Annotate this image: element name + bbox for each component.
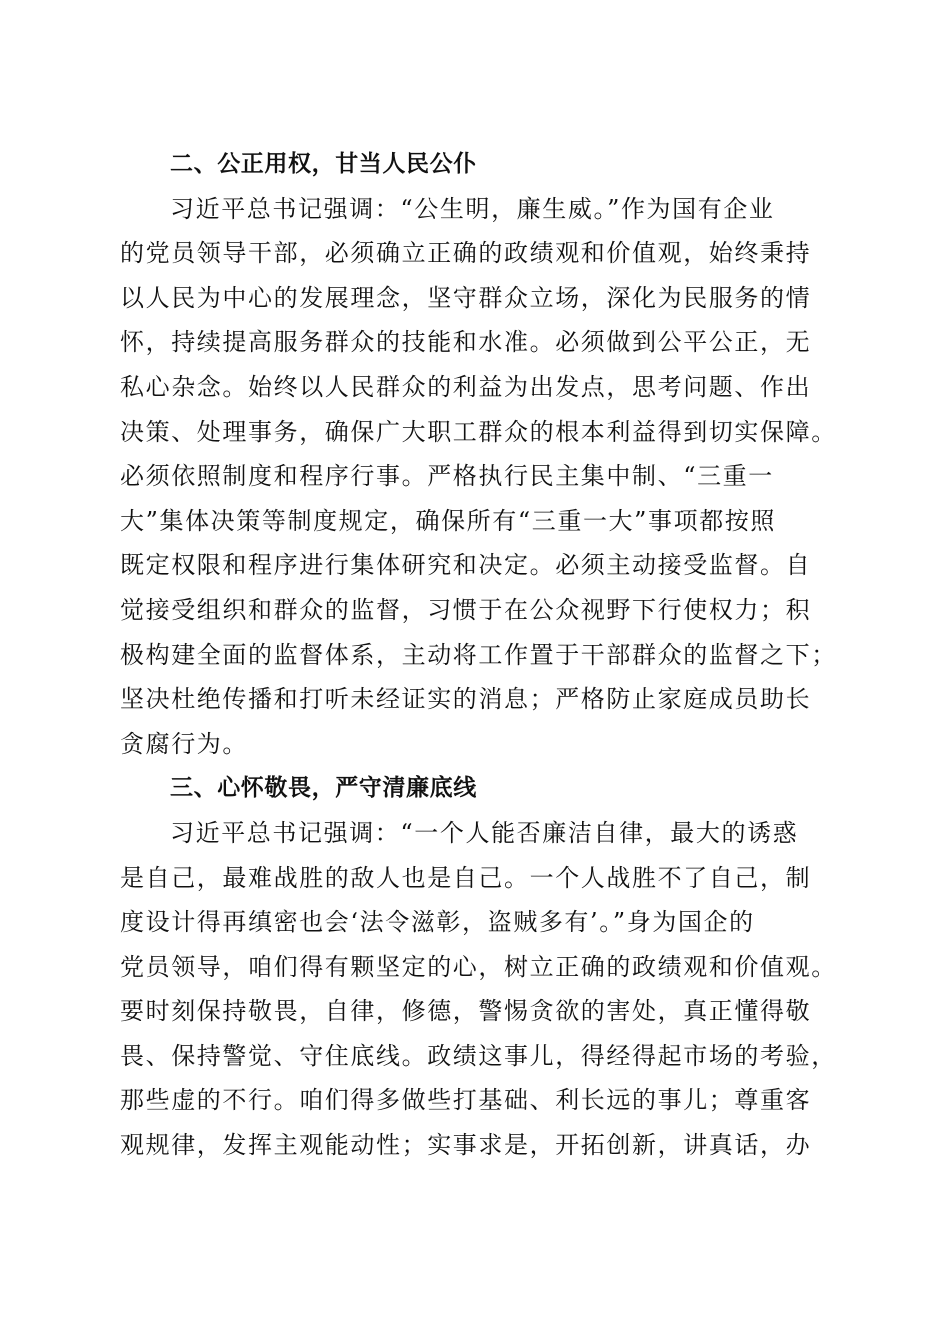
paragraph-line: 既定权限和程序进行集体研究和决定。必须主动接受监督。自 [120, 551, 812, 580]
section-3-heading: 三、心怀敬畏，严守清廉底线 [170, 775, 477, 802]
paragraph-line: 大”集体决策等制度规定，确保所有“三重一大”事项都按照 [120, 506, 777, 535]
paragraph-line: 以人民为中心的发展理念，坚守群众立场，深化为民服务的情 [120, 283, 812, 312]
paragraph-line: 习近平总书记强调：“一个人能否廉洁自律，最大的诱惑 [170, 818, 799, 847]
paragraph-line: 要时刻保持敬畏，自律，修德，警惕贪欲的害处，真正懂得敬 [120, 997, 812, 1026]
paragraph-line: 觉接受组织和群众的监督，习惯于在公众视野下行使权力；积 [120, 595, 812, 624]
paragraph-line: 怀，持续提高服务群众的技能和水准。必须做到公平公正，无 [120, 328, 812, 357]
paragraph-line: 的党员领导干部，必须确立正确的政绩观和价值观，始终秉持 [120, 239, 812, 268]
paragraph-line: 决策、处理事务，确保广大职工群众的根本利益得到切实保障。 [120, 417, 837, 446]
paragraph-line: 畏、保持警觉、守住底线。政绩这事儿，得经得起市场的考验， [120, 1041, 837, 1070]
paragraph-line: 极构建全面的监督体系，主动将工作置于干部群众的监督之下； [120, 640, 837, 669]
paragraph-line: 私心杂念。始终以人民群众的利益为出发点，思考问题、作出 [120, 372, 812, 401]
paragraph-line: 是自己，最难战胜的敌人也是自己。一个人战胜不了自己，制 [120, 863, 812, 892]
paragraph-line: 习近平总书记强调：“公生明，廉生威。”作为国有企业 [170, 194, 775, 223]
paragraph-line: 度设计得再缜密也会‘法令滋彰，盗贼多有’。”身为国企的 [120, 908, 755, 937]
paragraph-line: 党员领导，咱们得有颗坚定的心，树立正确的政绩观和价值观。 [120, 952, 837, 981]
paragraph-line: 观规律，发挥主观能动性；实事求是，开拓创新，讲真话，办 [120, 1131, 812, 1160]
paragraph-line: 必须依照制度和程序行事。严格执行民主集中制、“三重一 [120, 462, 774, 491]
paragraph-line: 贪腐行为。 [120, 729, 248, 758]
section-2-heading: 二、公正用权，甘当人民公仆 [170, 151, 477, 177]
paragraph-line: 那些虚的不行。咱们得多做些打基础、利长远的事儿；尊重客 [120, 1086, 812, 1115]
paragraph-line: 坚决杜绝传播和打听未经证实的消息；严格防止家庭成员助长 [120, 685, 812, 714]
document-page [120, 142, 837, 1168]
